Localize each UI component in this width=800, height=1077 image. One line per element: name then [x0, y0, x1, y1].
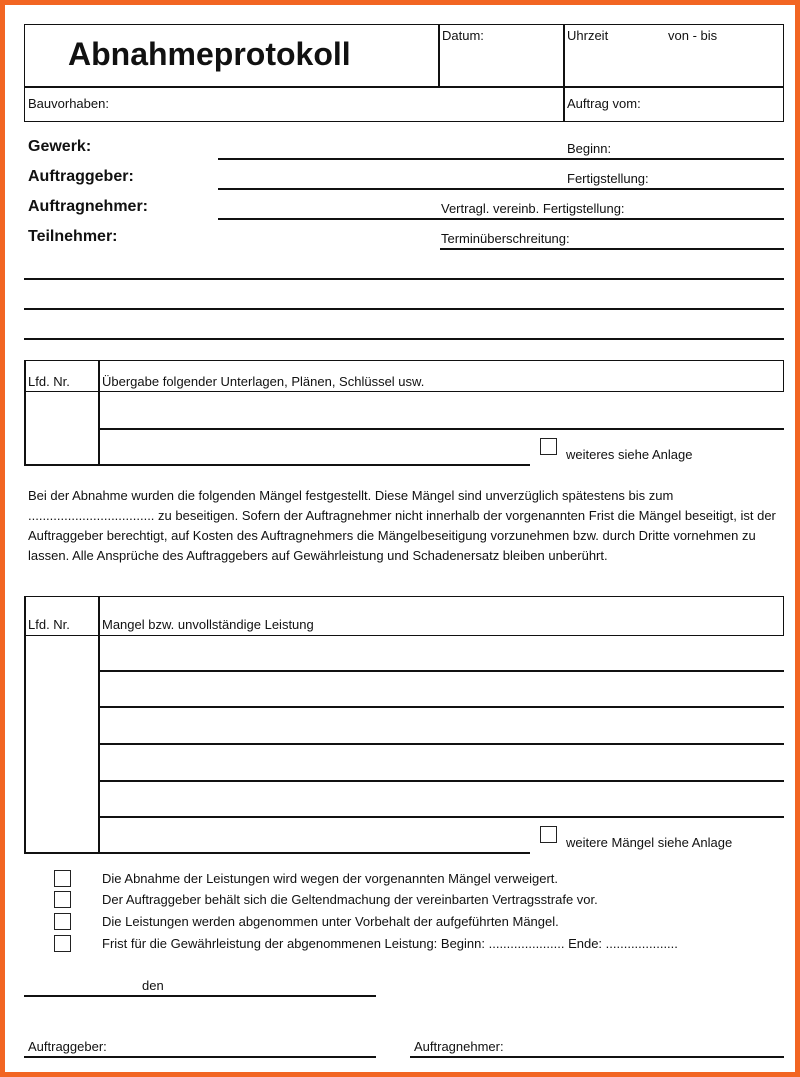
table2-col-text: Mangel bzw. unvollständige Leistung	[102, 617, 314, 632]
option-label-4: Frist für die Gewährleistung der abgenommenen Leistung: Beginn: ..................... Ende: ....................	[102, 936, 678, 951]
table1-left-border	[24, 360, 26, 465]
signature-auftraggeber-label: Auftraggeber:	[28, 1039, 107, 1054]
auftraggeber-label: Auftraggeber:	[28, 168, 134, 185]
table1-col-nr: Lfd. Nr.	[28, 374, 70, 389]
table2-row-line-1[interactable]	[98, 670, 784, 672]
gewerk-line[interactable]	[218, 158, 784, 160]
von-bis-label: von - bis	[668, 28, 718, 43]
option-label-3: Die Leistungen werden abgenommen unter Vorbehalt der aufgeführten Mängel.	[102, 914, 559, 929]
table1-row-line-1[interactable]	[98, 428, 784, 430]
beginn-label: Beginn:	[567, 141, 612, 156]
uhrzeit-label: Uhrzeit	[567, 28, 609, 43]
option-checkbox-3[interactable]	[54, 913, 71, 930]
table2-nr-divider	[98, 596, 100, 853]
table1-col-text: Übergabe folgender Unterlagen, Plänen, Schlüssel usw.	[102, 374, 425, 389]
den-label: den	[142, 978, 164, 993]
option-checkbox-4[interactable]	[54, 935, 71, 952]
auftragnehmer-label: Auftragnehmer:	[28, 198, 149, 215]
signature-auftragnehmer-label: Auftragnehmer:	[414, 1039, 504, 1054]
gewerk-label: Gewerk:	[28, 138, 92, 155]
blank-line-2[interactable]	[24, 308, 784, 310]
table2-checkbox-label: weitere Mängel siehe Anlage	[566, 835, 733, 850]
table2-row-line-4[interactable]	[98, 780, 784, 782]
option-label-1: Die Abnahme der Leistungen wird wegen der vorgenannten Mängel verweigert.	[102, 871, 559, 886]
bauvorhaben-label: Bauvorhaben:	[28, 96, 109, 111]
table2-col-nr: Lfd. Nr.	[28, 617, 70, 632]
auftragnehmer-line[interactable]	[218, 218, 784, 220]
termin-label: Terminüberschreitung:	[441, 231, 570, 246]
table2-left-border	[24, 596, 26, 853]
table2-nr-bottom	[24, 852, 99, 854]
table2-row-line-5[interactable]	[98, 816, 784, 818]
table1-checkbox[interactable]	[540, 438, 557, 455]
table2-row-line-2[interactable]	[98, 706, 784, 708]
auftraggeber-line[interactable]	[218, 188, 784, 190]
option-checkbox-1[interactable]	[54, 870, 71, 887]
blank-line-1[interactable]	[24, 278, 784, 280]
teilnehmer-label: Teilnehmer:	[28, 228, 118, 245]
teilnehmer-line[interactable]	[440, 248, 784, 250]
blank-line-3[interactable]	[24, 338, 784, 340]
header-vline-1	[438, 24, 440, 86]
table1-checkbox-label: weiteres siehe Anlage	[566, 447, 693, 462]
table1-row-line-2[interactable]	[98, 464, 530, 466]
option-label-2: Der Auftraggeber behält sich die Geltendmachung der vereinbarten Vertragsstrafe vor.	[102, 892, 598, 907]
signature-auftraggeber-line[interactable]	[24, 1056, 376, 1058]
table1-nr-bottom	[24, 464, 99, 466]
auftrag-vom-label: Auftrag vom:	[567, 96, 641, 111]
table2-row-line-3[interactable]	[98, 743, 784, 745]
date-place-line[interactable]	[24, 995, 376, 997]
header-divider	[24, 86, 784, 88]
datum-label: Datum:	[442, 28, 484, 43]
table2-checkbox[interactable]	[540, 826, 557, 843]
header-vline-2	[563, 24, 565, 122]
defects-paragraph: Bei der Abnahme wurden die folgenden Mängel festgestellt. Diese Mängel sind unverzüglich spätestens bis zum ................................... zu beseitigen. Sofern der Auftragnehmer nicht innerhalb der vorgenannten Frist die Mängel beseitigt, ist der Auftraggeber berechtigt, auf Kosten des Auftragnehmers die Mängelbeseitigung vorzunehmen bzw. durch Dritte vornehmen zu lassen. Alle Ansprüche des Auftraggebers auf Gewährleistung und Schadenersatz bleiben unberührt.	[28, 488, 776, 563]
page-title: Abnahmeprotokoll	[68, 36, 351, 72]
signature-auftragnehmer-line[interactable]	[410, 1056, 784, 1058]
fertigstellung-label: Fertigstellung:	[567, 171, 649, 186]
option-checkbox-2[interactable]	[54, 891, 71, 908]
vertragl-label: Vertragl. vereinb. Fertigstellung:	[441, 201, 625, 216]
table1-nr-divider	[98, 360, 100, 465]
table2-row-line-6[interactable]	[98, 852, 530, 854]
